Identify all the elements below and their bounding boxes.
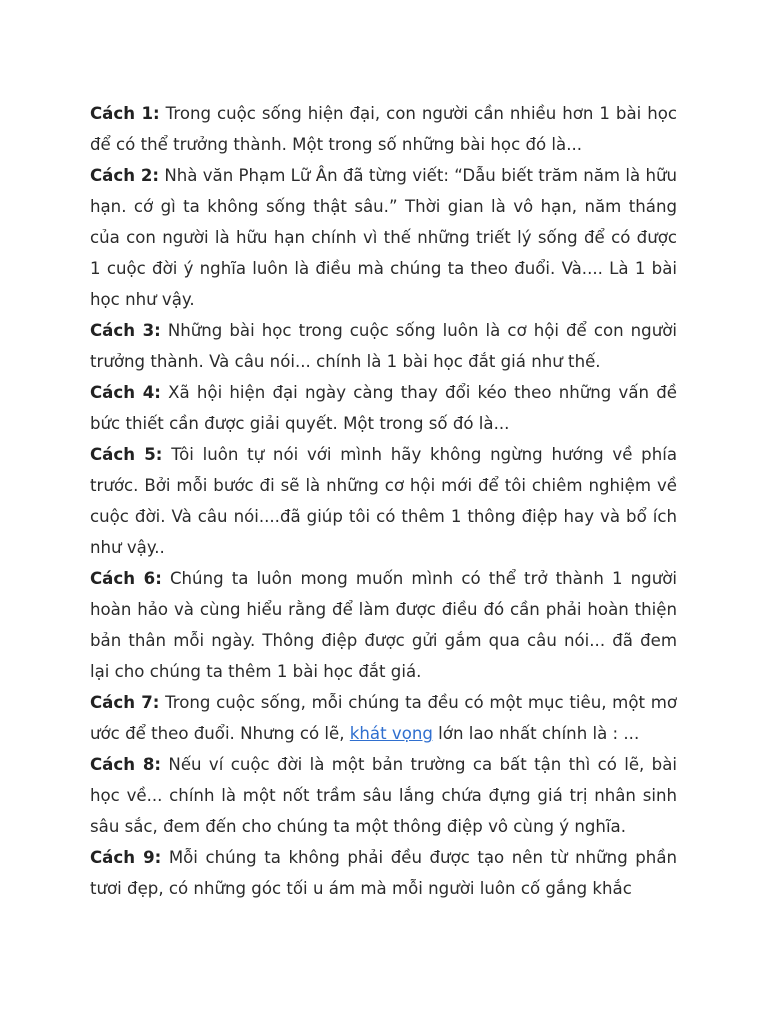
paragraph-text-before: Trong cuộc sống, mỗi chúng ta đều có một mục tiêu, một mơ ước để theo đuổi. Nhưng có lẽ, — [90, 693, 678, 743]
paragraph-1 — [90, 98, 677, 160]
paragraph-text: Mỗi chúng ta không phải đều được tạo nên từ những phần tươi đẹp, có những góc tối u ám mà mỗi người luôn cố gắng khắc — [90, 848, 678, 898]
paragraph-label: Cách 7: — [90, 693, 160, 712]
paragraph-label: Cách 3: — [90, 321, 161, 340]
paragraph-3 — [90, 315, 677, 377]
paragraph-4 — [90, 377, 677, 439]
paragraph-6 — [90, 563, 677, 687]
paragraph-label: Cách 5: — [90, 445, 163, 464]
paragraph-7 — [90, 687, 677, 749]
paragraph-8 — [90, 749, 677, 842]
paragraph-text: Chúng ta luôn mong muốn mình có thể trở thành 1 người hoàn hảo và cùng hiểu rằng để làm được điều đó cần phải hoàn thiện bản thân mỗi ngày. Thông điệp được gửi gắm qua câu nói... đã đem lại cho chúng ta thêm 1 bài học đắt giá. — [90, 569, 677, 681]
paragraph-label: Cách 8: — [90, 755, 162, 774]
paragraph-label: Cách 9: — [90, 848, 162, 867]
paragraph-2 — [90, 160, 677, 315]
paragraph-5 — [90, 439, 677, 563]
paragraph-label: Cách 6: — [90, 569, 162, 588]
paragraph-9 — [90, 842, 677, 904]
document-page — [90, 98, 677, 904]
paragraph-text: Tôi luôn tự nói với mình hãy không ngừng hướng về phía trước. Bởi mỗi bước đi sẽ là những cơ hội mới để tôi chiêm nghiệm về cuộc đời. Và câu nói....đã giúp tôi có thêm 1 thông điệp hay và bổ ích như vậy.. — [90, 445, 677, 557]
paragraph-label: Cách 2: — [90, 166, 160, 185]
paragraph-text: Nếu ví cuộc đời là một bản trường ca bất tận thì có lẽ, bài học về... chính là một nốt trầm sâu lắng chứa đựng giá trị nhân sinh sâu sắc, đem đến cho chúng ta một thông điệp vô cùng ý nghĩa. — [90, 755, 677, 836]
paragraph-text: Xã hội hiện đại ngày càng thay đổi kéo theo những vấn đề bức thiết cần được giải quyết. Một trong số đó là... — [90, 383, 678, 433]
paragraph-text-after: lớn lao nhất chính là : ... — [432, 724, 640, 743]
paragraph-text: Những bài học trong cuộc sống luôn là cơ hội để con người trưởng thành. Và câu nói... chính là 1 bài học đắt giá như thế. — [90, 321, 677, 371]
paragraph-label: Cách 1: — [90, 104, 160, 123]
khat-vong-link[interactable]: khát vọng — [349, 724, 433, 743]
paragraph-text: Nhà văn Phạm Lữ Ân đã từng viết: “Dẫu biết trăm năm là hữu hạn. cớ gì ta không sống thật sâu.” Thời gian là vô hạn, năm tháng của con người là hữu hạn chính vì thế những triết lý sống để có được 1 cuộc đời ý nghĩa luôn là điều mà chúng ta theo đuổi. Và.... Là 1 bài học như vậy. — [90, 166, 678, 309]
paragraph-label: Cách 4: — [90, 383, 161, 402]
paragraph-text: Trong cuộc sống hiện đại, con người cần nhiều hơn 1 bài học để có thể trưởng thành. Một trong số những bài học đó là... — [90, 104, 678, 154]
